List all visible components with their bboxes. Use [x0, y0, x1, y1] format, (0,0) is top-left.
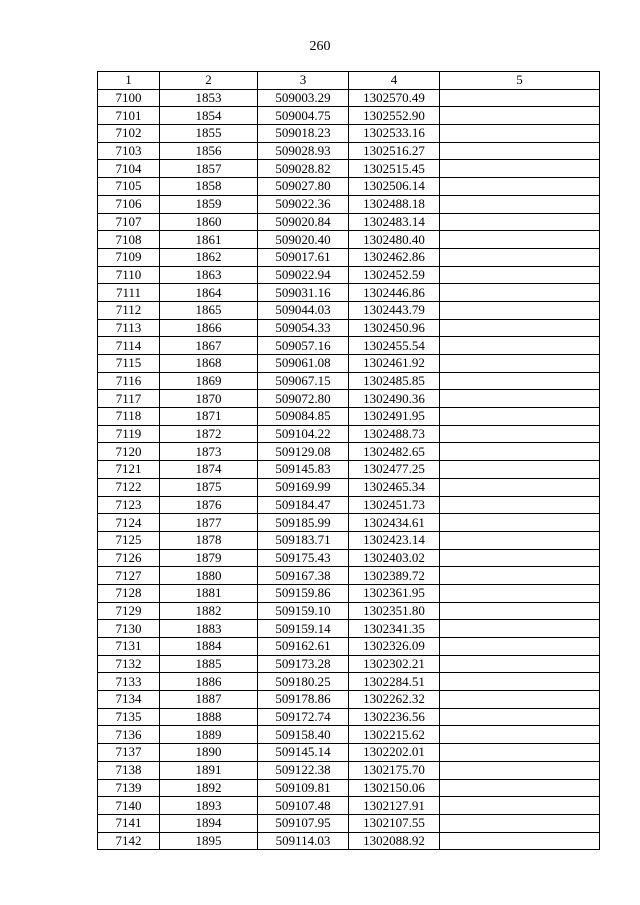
table-cell-col-5	[440, 779, 600, 797]
table-cell-col-2: 1892	[160, 779, 258, 797]
table-cell-col-3: 509145.83	[258, 461, 349, 479]
table-row	[98, 673, 600, 691]
table-row	[98, 231, 600, 249]
table-cell-col-4: 1302202.01	[349, 744, 440, 762]
table-row	[98, 425, 600, 443]
table-cell-col-2: 1877	[160, 514, 258, 532]
table-cell-col-5	[440, 797, 600, 815]
table-row	[98, 107, 600, 125]
table-cell-col-4: 1302351.80	[349, 602, 440, 620]
table-cell-col-5	[440, 125, 600, 143]
table-cell-col-4: 1302423.14	[349, 531, 440, 549]
table-cell-col-3: 509145.14	[258, 744, 349, 762]
table-cell-col-1: 7107	[98, 213, 160, 231]
table-cell-col-4: 1302490.36	[349, 390, 440, 408]
table-cell-col-5	[440, 178, 600, 196]
table-row	[98, 549, 600, 567]
table-cell-col-3: 509109.81	[258, 779, 349, 797]
table-cell-col-1: 7124	[98, 514, 160, 532]
column-header-3: 3	[258, 72, 349, 90]
table-cell-col-1: 7132	[98, 655, 160, 673]
table-cell-col-3: 509178.86	[258, 691, 349, 709]
table-row	[98, 213, 600, 231]
column-header-4: 4	[349, 72, 440, 90]
table-cell-col-4: 1302462.86	[349, 248, 440, 266]
table-cell-col-4: 1302107.55	[349, 814, 440, 832]
table-cell-col-1: 7117	[98, 390, 160, 408]
table-cell-col-1: 7102	[98, 125, 160, 143]
table-row	[98, 390, 600, 408]
table-cell-col-1: 7100	[98, 89, 160, 107]
table-cell-col-1: 7126	[98, 549, 160, 567]
table-row	[98, 284, 600, 302]
table-row	[98, 125, 600, 143]
table-cell-col-4: 1302516.27	[349, 142, 440, 160]
table-cell-col-4: 1302446.86	[349, 284, 440, 302]
table-cell-col-1: 7118	[98, 408, 160, 426]
table-cell-col-1: 7131	[98, 638, 160, 656]
table-cell-col-4: 1302127.91	[349, 797, 440, 815]
table-cell-col-3: 509158.40	[258, 726, 349, 744]
table-row	[98, 160, 600, 178]
table-cell-col-2: 1860	[160, 213, 258, 231]
table-cell-col-2: 1870	[160, 390, 258, 408]
table-cell-col-1: 7122	[98, 478, 160, 496]
table-cell-col-2: 1854	[160, 107, 258, 125]
table-cell-col-2: 1890	[160, 744, 258, 762]
table-cell-col-1: 7136	[98, 726, 160, 744]
table-cell-col-5	[440, 549, 600, 567]
table-row	[98, 266, 600, 284]
table-row	[98, 443, 600, 461]
table-cell-col-4: 1302485.85	[349, 372, 440, 390]
table-cell-col-2: 1864	[160, 284, 258, 302]
table-row	[98, 195, 600, 213]
table-cell-col-4: 1302361.95	[349, 584, 440, 602]
table-cell-col-4: 1302483.14	[349, 213, 440, 231]
table-cell-col-3: 509107.95	[258, 814, 349, 832]
table-cell-col-5	[440, 744, 600, 762]
table-cell-col-2: 1881	[160, 584, 258, 602]
table-cell-col-3: 509159.86	[258, 584, 349, 602]
table-row	[98, 832, 600, 850]
table-cell-col-5	[440, 814, 600, 832]
table-cell-col-4: 1302262.32	[349, 691, 440, 709]
table-cell-col-5	[440, 425, 600, 443]
table-row	[98, 496, 600, 514]
table-cell-col-2: 1855	[160, 125, 258, 143]
table-cell-col-2: 1891	[160, 761, 258, 779]
table-row	[98, 531, 600, 549]
table-cell-col-4: 1302389.72	[349, 567, 440, 585]
table-cell-col-4: 1302455.54	[349, 337, 440, 355]
table-cell-col-4: 1302552.90	[349, 107, 440, 125]
table-cell-col-2: 1871	[160, 408, 258, 426]
table-cell-col-2: 1880	[160, 567, 258, 585]
table-cell-col-4: 1302326.09	[349, 638, 440, 656]
table-cell-col-1: 7141	[98, 814, 160, 832]
table-row	[98, 708, 600, 726]
table-cell-col-2: 1866	[160, 319, 258, 337]
table-cell-col-3: 509184.47	[258, 496, 349, 514]
table-cell-col-3: 509067.15	[258, 372, 349, 390]
table-row	[98, 620, 600, 638]
table-cell-col-4: 1302570.49	[349, 89, 440, 107]
table-cell-col-5	[440, 496, 600, 514]
table-cell-col-5	[440, 301, 600, 319]
table-cell-col-4: 1302506.14	[349, 178, 440, 196]
table-cell-col-4: 1302491.95	[349, 408, 440, 426]
table-cell-col-4: 1302488.73	[349, 425, 440, 443]
table-cell-col-1: 7133	[98, 673, 160, 691]
table-cell-col-2: 1853	[160, 89, 258, 107]
table-cell-col-1: 7104	[98, 160, 160, 178]
table-cell-col-1: 7101	[98, 107, 160, 125]
table-cell-col-5	[440, 160, 600, 178]
table-row	[98, 567, 600, 585]
table-cell-col-5	[440, 478, 600, 496]
table-cell-col-4: 1302451.73	[349, 496, 440, 514]
table-cell-col-2: 1868	[160, 355, 258, 373]
table-cell-col-5	[440, 832, 600, 850]
table-cell-col-3: 509114.03	[258, 832, 349, 850]
table-cell-col-4: 1302480.40	[349, 231, 440, 249]
table-cell-col-1: 7142	[98, 832, 160, 850]
table-cell-col-2: 1862	[160, 248, 258, 266]
table-cell-col-3: 509169.99	[258, 478, 349, 496]
table-cell-col-5	[440, 337, 600, 355]
table-cell-col-3: 509061.08	[258, 355, 349, 373]
table-cell-col-2: 1878	[160, 531, 258, 549]
table-cell-col-3: 509159.10	[258, 602, 349, 620]
table-cell-col-2: 1895	[160, 832, 258, 850]
table-cell-col-1: 7129	[98, 602, 160, 620]
table-row	[98, 461, 600, 479]
table-header-row	[98, 72, 600, 90]
table-cell-col-3: 509018.23	[258, 125, 349, 143]
table-cell-col-2: 1893	[160, 797, 258, 815]
table-cell-col-1: 7116	[98, 372, 160, 390]
table-cell-col-4: 1302434.61	[349, 514, 440, 532]
table-cell-col-3: 509027.80	[258, 178, 349, 196]
table-row	[98, 797, 600, 815]
table-cell-col-3: 509167.38	[258, 567, 349, 585]
table-cell-col-3: 509183.71	[258, 531, 349, 549]
table-cell-col-3: 509107.48	[258, 797, 349, 815]
table-cell-col-4: 1302302.21	[349, 655, 440, 673]
table-cell-col-1: 7120	[98, 443, 160, 461]
table-cell-col-4: 1302488.18	[349, 195, 440, 213]
table-cell-col-5	[440, 726, 600, 744]
table-cell-col-2: 1867	[160, 337, 258, 355]
table-cell-col-3: 509072.80	[258, 390, 349, 408]
table-cell-col-1: 7114	[98, 337, 160, 355]
table-cell-col-2: 1879	[160, 549, 258, 567]
table-cell-col-2: 1883	[160, 620, 258, 638]
table-row	[98, 408, 600, 426]
table-row	[98, 638, 600, 656]
table-cell-col-2: 1876	[160, 496, 258, 514]
table-cell-col-1: 7140	[98, 797, 160, 815]
table-body	[98, 89, 600, 850]
table-cell-col-2: 1885	[160, 655, 258, 673]
table-cell-col-5	[440, 231, 600, 249]
table-cell-col-2: 1872	[160, 425, 258, 443]
table-cell-col-5	[440, 213, 600, 231]
table-cell-col-2: 1888	[160, 708, 258, 726]
table-cell-col-4: 1302403.02	[349, 549, 440, 567]
table-cell-col-2: 1858	[160, 178, 258, 196]
table-cell-col-5	[440, 390, 600, 408]
table-cell-col-2: 1887	[160, 691, 258, 709]
table-cell-col-5	[440, 372, 600, 390]
table-cell-col-1: 7105	[98, 178, 160, 196]
table-row	[98, 372, 600, 390]
table-row	[98, 319, 600, 337]
table-cell-col-3: 509159.14	[258, 620, 349, 638]
table-cell-col-4: 1302236.56	[349, 708, 440, 726]
table-row	[98, 337, 600, 355]
table-cell-col-3: 509054.33	[258, 319, 349, 337]
table-cell-col-2: 1884	[160, 638, 258, 656]
table-cell-col-5	[440, 248, 600, 266]
table-cell-col-1: 7103	[98, 142, 160, 160]
table-cell-col-5	[440, 514, 600, 532]
table-cell-col-3: 509020.40	[258, 231, 349, 249]
table-cell-col-5	[440, 531, 600, 549]
table-cell-col-5	[440, 691, 600, 709]
table-row	[98, 691, 600, 709]
table-cell-col-3: 509175.43	[258, 549, 349, 567]
table-cell-col-3: 509173.28	[258, 655, 349, 673]
table-row	[98, 761, 600, 779]
table-cell-col-2: 1863	[160, 266, 258, 284]
table-cell-col-2: 1856	[160, 142, 258, 160]
table-cell-col-3: 509028.82	[258, 160, 349, 178]
table-cell-col-4: 1302465.34	[349, 478, 440, 496]
table-cell-col-1: 7110	[98, 266, 160, 284]
table-cell-col-5	[440, 408, 600, 426]
table-cell-col-5	[440, 655, 600, 673]
table-cell-col-5	[440, 89, 600, 107]
table-cell-col-5	[440, 673, 600, 691]
table-cell-col-3: 509044.03	[258, 301, 349, 319]
table-cell-col-3: 509022.36	[258, 195, 349, 213]
table-row	[98, 584, 600, 602]
table-cell-col-4: 1302477.25	[349, 461, 440, 479]
table-cell-col-5	[440, 142, 600, 160]
table-cell-col-1: 7119	[98, 425, 160, 443]
table-row	[98, 514, 600, 532]
table-row	[98, 726, 600, 744]
table-cell-col-1: 7130	[98, 620, 160, 638]
table-cell-col-1: 7108	[98, 231, 160, 249]
table-cell-col-5	[440, 107, 600, 125]
table-row	[98, 142, 600, 160]
table-cell-col-4: 1302452.59	[349, 266, 440, 284]
table-row	[98, 301, 600, 319]
table-cell-col-5	[440, 319, 600, 337]
table-cell-col-1: 7128	[98, 584, 160, 602]
table-cell-col-5	[440, 266, 600, 284]
table-cell-col-3: 509185.99	[258, 514, 349, 532]
table-cell-col-3: 509057.16	[258, 337, 349, 355]
table-cell-col-5	[440, 584, 600, 602]
table-row	[98, 779, 600, 797]
table-cell-col-1: 7123	[98, 496, 160, 514]
table-cell-col-4: 1302450.96	[349, 319, 440, 337]
table-cell-col-2: 1865	[160, 301, 258, 319]
table-cell-col-3: 509028.93	[258, 142, 349, 160]
table-cell-col-4: 1302443.79	[349, 301, 440, 319]
table-cell-col-1: 7125	[98, 531, 160, 549]
table-cell-col-1: 7112	[98, 301, 160, 319]
table-cell-col-4: 1302175.70	[349, 761, 440, 779]
table-cell-col-5	[440, 355, 600, 373]
table-cell-col-2: 1861	[160, 231, 258, 249]
table-cell-col-4: 1302088.92	[349, 832, 440, 850]
table-cell-col-1: 7127	[98, 567, 160, 585]
table-cell-col-5	[440, 620, 600, 638]
table-cell-col-3: 509180.25	[258, 673, 349, 691]
table-cell-col-2: 1859	[160, 195, 258, 213]
table-row	[98, 655, 600, 673]
table-cell-col-4: 1302533.16	[349, 125, 440, 143]
table-cell-col-3: 509104.22	[258, 425, 349, 443]
table-row	[98, 178, 600, 196]
table-cell-col-1: 7139	[98, 779, 160, 797]
table-cell-col-1: 7111	[98, 284, 160, 302]
table-cell-col-1: 7106	[98, 195, 160, 213]
table-cell-col-1: 7137	[98, 744, 160, 762]
table-cell-col-2: 1886	[160, 673, 258, 691]
table-cell-col-2: 1869	[160, 372, 258, 390]
table-cell-col-3: 509020.84	[258, 213, 349, 231]
table-row	[98, 248, 600, 266]
table-cell-col-5	[440, 461, 600, 479]
table-cell-col-5	[440, 761, 600, 779]
table-cell-col-2: 1894	[160, 814, 258, 832]
table-cell-col-2: 1875	[160, 478, 258, 496]
column-header-1: 1	[98, 72, 160, 90]
table-cell-col-3: 509004.75	[258, 107, 349, 125]
table-cell-col-1: 7115	[98, 355, 160, 373]
table-cell-col-1: 7135	[98, 708, 160, 726]
table-cell-col-3: 509122.38	[258, 761, 349, 779]
table-cell-col-4: 1302215.62	[349, 726, 440, 744]
table-cell-col-1: 7138	[98, 761, 160, 779]
table-row	[98, 744, 600, 762]
table-cell-col-3: 509162.61	[258, 638, 349, 656]
page-number: 260	[309, 39, 331, 54]
table-cell-col-5	[440, 195, 600, 213]
table-cell-col-3: 509031.16	[258, 284, 349, 302]
table-cell-col-4: 1302482.65	[349, 443, 440, 461]
table-cell-col-1: 7113	[98, 319, 160, 337]
table-cell-col-3: 509084.85	[258, 408, 349, 426]
table-cell-col-5	[440, 708, 600, 726]
table-cell-col-3: 509022.94	[258, 266, 349, 284]
table-cell-col-5	[440, 638, 600, 656]
table-cell-col-4: 1302461.92	[349, 355, 440, 373]
table-cell-col-3: 509129.08	[258, 443, 349, 461]
table-cell-col-2: 1873	[160, 443, 258, 461]
table-row	[98, 355, 600, 373]
coordinates-table	[97, 71, 600, 850]
table-cell-col-4: 1302515.45	[349, 160, 440, 178]
table-cell-col-2: 1857	[160, 160, 258, 178]
table-row	[98, 814, 600, 832]
table-row	[98, 602, 600, 620]
table-cell-col-1: 7134	[98, 691, 160, 709]
table-cell-col-4: 1302150.06	[349, 779, 440, 797]
table-cell-col-5	[440, 602, 600, 620]
column-header-2: 2	[160, 72, 258, 90]
table-cell-col-5	[440, 443, 600, 461]
table-cell-col-1: 7121	[98, 461, 160, 479]
table-cell-col-2: 1882	[160, 602, 258, 620]
table-cell-col-1: 7109	[98, 248, 160, 266]
table-cell-col-3: 509172.74	[258, 708, 349, 726]
table-cell-col-3: 509003.29	[258, 89, 349, 107]
table-cell-col-2: 1874	[160, 461, 258, 479]
table-row	[98, 89, 600, 107]
table-cell-col-2: 1889	[160, 726, 258, 744]
table-cell-col-5	[440, 284, 600, 302]
table-cell-col-5	[440, 567, 600, 585]
column-header-5: 5	[440, 72, 600, 90]
table-cell-col-4: 1302341.35	[349, 620, 440, 638]
table-cell-col-4: 1302284.51	[349, 673, 440, 691]
table-row	[98, 478, 600, 496]
table-cell-col-3: 509017.61	[258, 248, 349, 266]
